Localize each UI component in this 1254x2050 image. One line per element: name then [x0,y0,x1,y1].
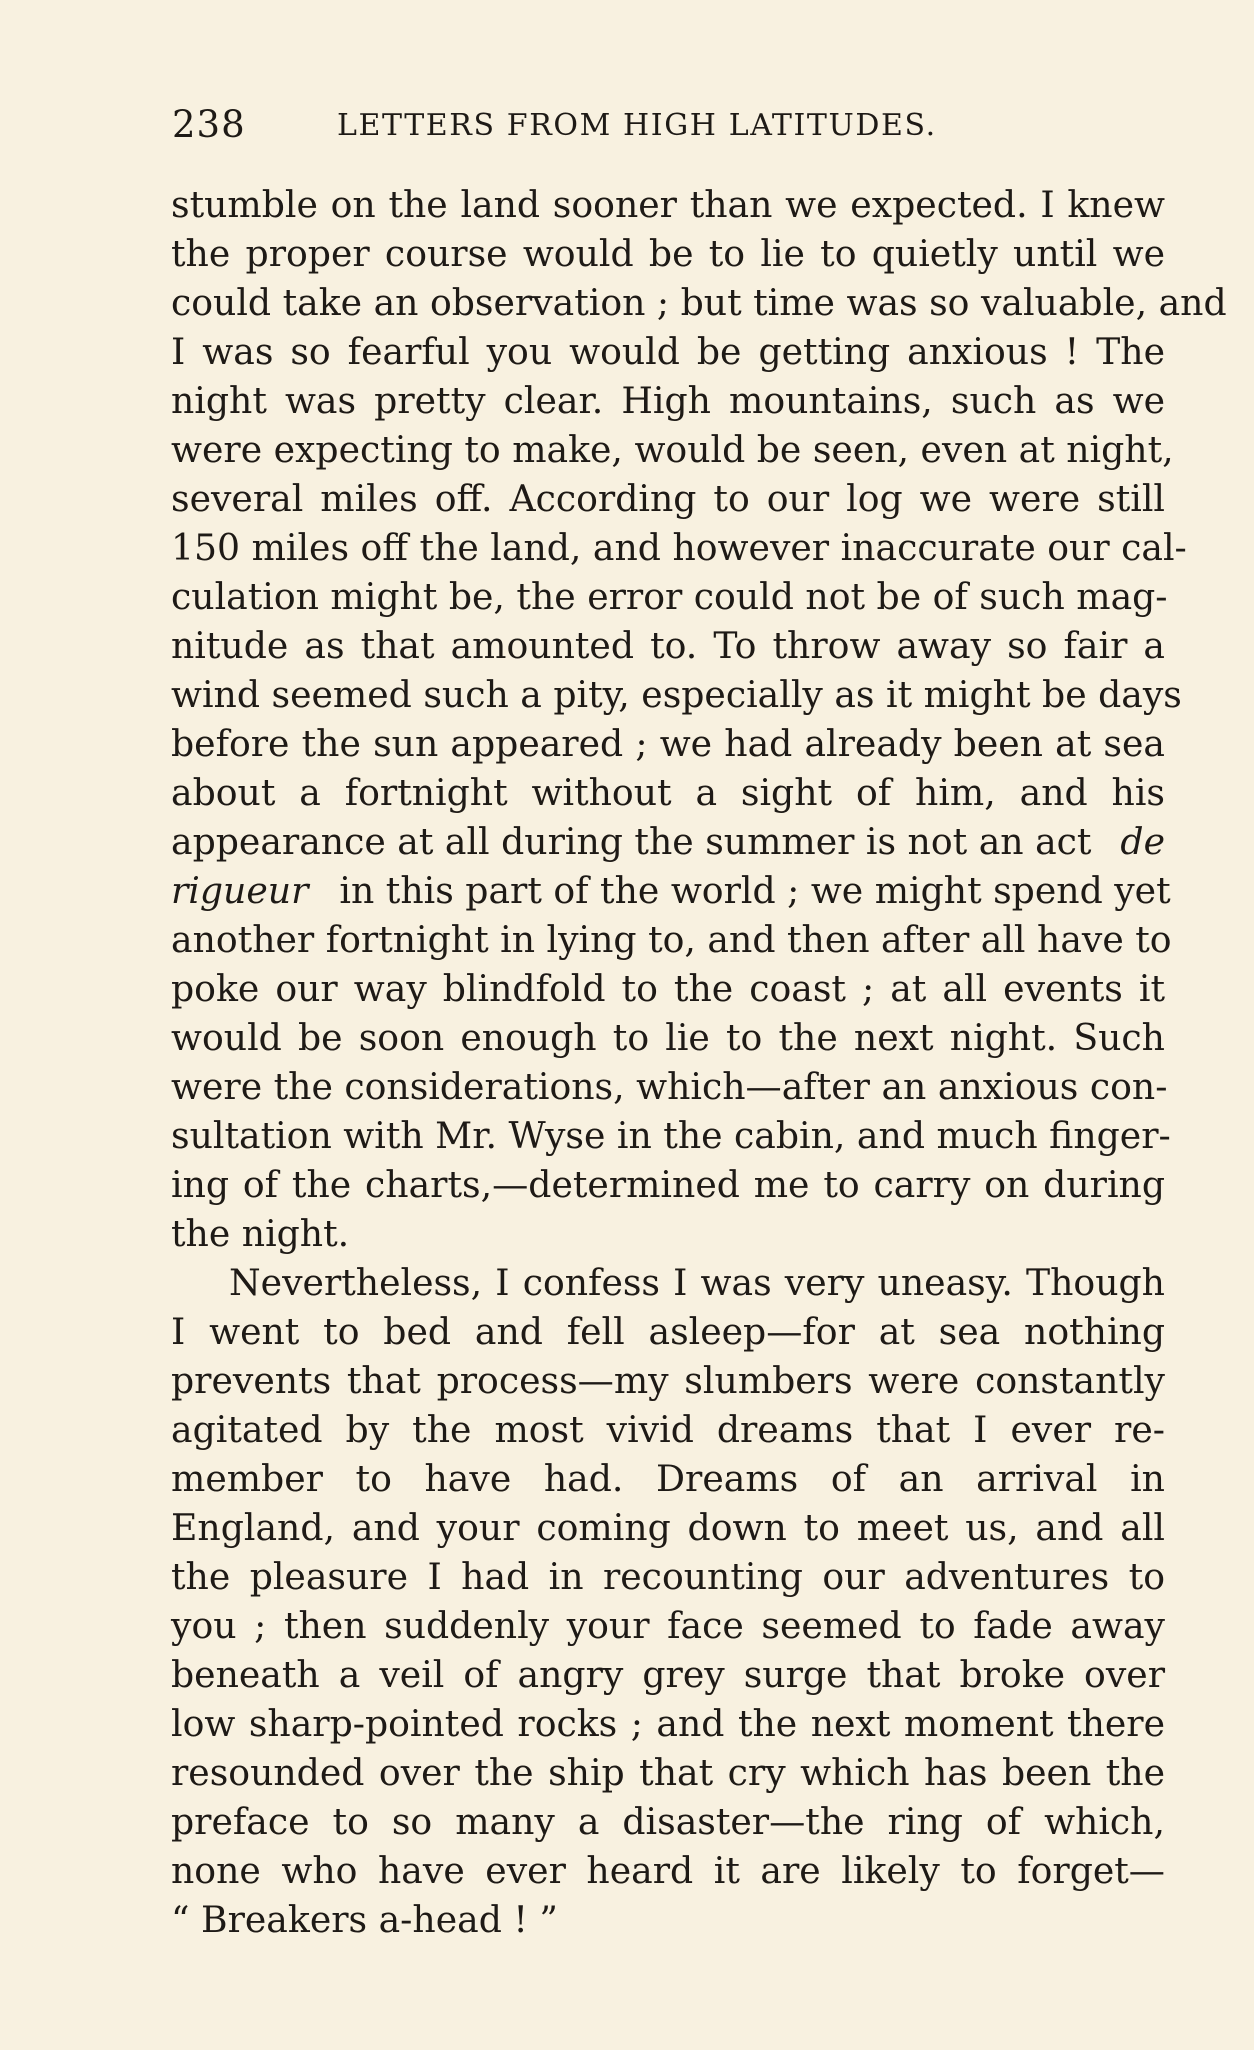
page-number: 238 [172,103,246,146]
text-span: in this part of the world ; we might spend yet [339,869,1171,912]
text-line: 150 miles off the land, and however inaccurate our cal- [171,526,1187,569]
text-line: prevents that process—my slumbers were constantly [171,1359,1165,1402]
text-line-with-italic [171,866,1171,916]
text-line: Nevertheless, I confess I was very uneasy. Though [229,1261,1165,1304]
text-line: were the considerations, which—after an anxious con- [171,1065,1168,1108]
text-line: before the sun appeared ; we had already been at sea [171,722,1165,765]
text-line: several miles off. According to our log we were still [171,477,1165,520]
text-line: preface to so many a disaster—the ring of which, [171,1800,1165,1843]
text-span: appearance at all during the summer is not an act [171,820,1092,863]
text-line: were expecting to make, would be seen, even at night, [171,428,1174,471]
text-line: ing of the charts,—determined me to carry on during [171,1163,1165,1206]
text-line: could take an observation ; but time was so valuable, and [171,281,1227,324]
text-line: nitude as that amounted to. To throw away so fair a [171,624,1165,667]
text-line: another fortnight in lying to, and then after all have to [171,918,1172,961]
text-line: about a fortnight without a sight of him, and his [171,771,1165,814]
running-head: LETTERS FROM HIGH LATITUDES. [337,108,937,143]
text-line: poke our way blindfold to the coast ; at all events it [171,967,1165,1010]
text-line: sultation with Mr. Wyse in the cabin, and much finger- [171,1114,1171,1157]
page-header [172,101,972,149]
text-line-with-italic [171,817,1165,867]
text-line: stumble on the land sooner than we expected. I knew [171,183,1165,226]
text-line: beneath a veil of angry grey surge that broke over [171,1653,1165,1696]
text-line: low sharp-pointed rocks ; and the next moment there [171,1702,1165,1745]
text-line: night was pretty clear. High mountains, such as we [171,379,1165,422]
text-line: you ; then suddenly your face seemed to fade away [171,1604,1165,1647]
italic-phrase: rigueur [171,869,309,912]
text-line: wind seemed such a pity, especially as it might be days [171,673,1182,716]
text-line: England, and your coming down to meet us, and all [171,1506,1165,1549]
text-line: member to have had. Dreams of an arrival in [171,1457,1165,1500]
text-line: I was so fearful you would be getting anxious ! The [171,330,1165,373]
text-line: would be soon enough to lie to the next night. Such [171,1016,1165,1059]
text-line: I went to bed and fell asleep—for at sea nothing [171,1310,1165,1353]
text-line: “ Breakers a-head ! ” [171,1898,558,1941]
text-line: none who have ever heard it are likely to forget— [171,1849,1165,1892]
text-line: the pleasure I had in recounting our adventures to [171,1555,1165,1598]
italic-phrase: de [1120,820,1165,863]
text-line: agitated by the most vivid dreams that I ever re- [171,1408,1165,1451]
text-line: culation might be, the error could not be of such mag- [171,575,1168,618]
text-line: resounded over the ship that cry which has been the [171,1751,1165,1794]
text-line: the night. [171,1212,350,1255]
text-line: the proper course would be to lie to quietly until we [171,232,1165,275]
